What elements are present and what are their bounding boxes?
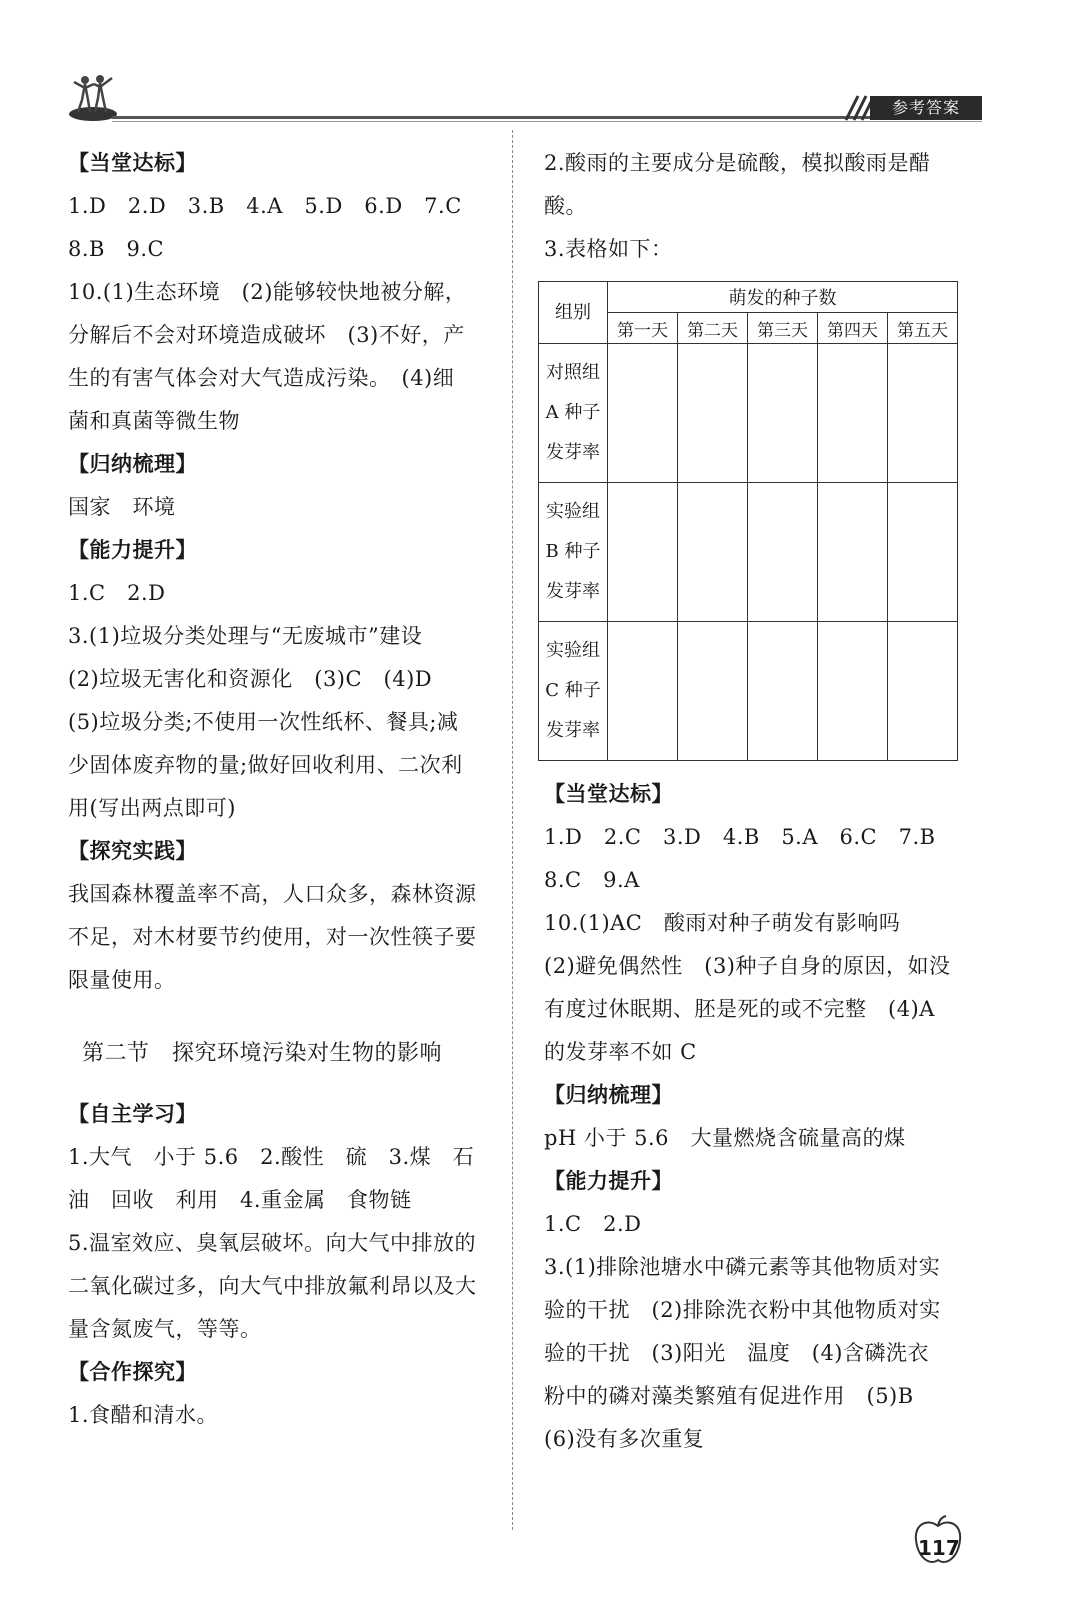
table-cell — [678, 344, 748, 483]
heading-in-class-test: 【当堂达标】 — [68, 151, 197, 175]
table-cell — [888, 483, 958, 622]
answer-line: 国家 环境 — [68, 495, 176, 519]
heading-cooperation: 【合作探究】 — [68, 1360, 197, 1384]
answer-line: 限量使用。 — [68, 968, 176, 992]
table-row — [539, 483, 958, 622]
table-cell — [818, 622, 888, 761]
heading-practice: 【探究实践】 — [68, 839, 197, 863]
answer-line: 1.C 2.D — [68, 581, 166, 605]
answer-line: 有度过休眠期、胚是死的或不完整 (4)A — [544, 997, 935, 1021]
answer-line: 验的干扰 (2)排除洗衣粉中其他物质对实 — [544, 1298, 941, 1322]
heading-summary: 【归纳梳理】 — [544, 1083, 673, 1107]
row-label: 实验组 C 种子 发芽率 — [539, 622, 608, 761]
answer-line: 1.D 2.D 3.B 4.A 5.D 6.D 7.C — [68, 194, 462, 218]
answer-line: 1.大气 小于 5.6 2.酸性 硫 3.煤 石 — [68, 1145, 475, 1169]
answer-line: 2.酸雨的主要成分是硫酸，模拟酸雨是醋 — [544, 151, 931, 175]
answer-line: 验的干扰 (3)阳光 温度 (4)含磷洗衣 — [544, 1341, 929, 1365]
answer-line: 1.食醋和清水。 — [68, 1403, 219, 1427]
table-header-day: 第三天 — [748, 313, 818, 344]
answer-line: 少固体废弃物的量;做好回收利用、二次利 — [68, 753, 463, 777]
answer-line: 3.(1)垃圾分类处理与“无废城市”建设 — [68, 624, 423, 648]
answer-line: 生的有害气体会对大气造成污染。 (4)细 — [68, 366, 455, 390]
answer-line: 我国森林覆盖率不高，人口众多，森林资源 — [68, 882, 477, 906]
table-cell — [888, 344, 958, 483]
page-header — [0, 0, 1086, 140]
table-cell — [748, 622, 818, 761]
answer-line: 用(写出两点即可) — [68, 796, 236, 820]
table-cell — [678, 622, 748, 761]
heading-ability: 【能力提升】 — [68, 538, 197, 562]
answer-line: 油 回收 利用 4.重金属 食物链 — [68, 1188, 412, 1212]
answer-line: 粉中的磷对藻类繁殖有促进作用 (5)B — [544, 1384, 914, 1408]
table-header-day: 第五天 — [888, 313, 958, 344]
right-column — [544, 142, 984, 1461]
answer-key-badge: 参考答案 — [870, 96, 982, 120]
answer-line: 菌和真菌等微生物 — [68, 409, 240, 433]
table-header-day: 第一天 — [608, 313, 678, 344]
table-cell — [608, 344, 678, 483]
left-column — [68, 142, 504, 1437]
answer-line: 8.C 9.A — [544, 868, 640, 892]
answer-line: 的发芽率不如 C — [544, 1040, 697, 1064]
table-cell — [608, 622, 678, 761]
answer-line: 酸。 — [544, 194, 587, 218]
heading-self-study: 【自主学习】 — [68, 1102, 197, 1126]
germination-table — [538, 281, 958, 761]
table-cell — [748, 344, 818, 483]
table-cell — [748, 483, 818, 622]
answer-line: 10.(1)AC 酸雨对种子萌发有影响吗 — [544, 911, 901, 935]
table-cell — [678, 483, 748, 622]
answer-line: 3.(1)排除池塘水中磷元素等其他物质对实 — [544, 1255, 941, 1279]
answer-line: 二氧化碳过多，向大气中排放氟利昂以及大 — [68, 1274, 477, 1298]
answer-line: 3.表格如下： — [544, 237, 673, 261]
answer-line: (6)没有多次重复 — [544, 1427, 705, 1451]
table-row — [539, 344, 958, 483]
column-divider — [512, 130, 513, 1530]
answer-line: 量含氮废气，等等。 — [68, 1317, 262, 1341]
dancers-logo-icon — [68, 70, 118, 122]
answer-line: (2)垃圾无害化和资源化 (3)C (4)D — [68, 667, 433, 691]
section-title: 第二节 探究环境污染对生物的影响 — [82, 1041, 443, 1066]
table-row — [539, 622, 958, 761]
answer-line: 不足，对木材要节约使用，对一次性筷子要 — [68, 925, 477, 949]
answer-line: 1.C 2.D — [544, 1212, 642, 1236]
table-cell — [888, 622, 958, 761]
heading-summary: 【归纳梳理】 — [68, 452, 197, 476]
table-header-seeds: 萌发的种子数 — [608, 282, 958, 313]
answer-line: (2)避免偶然性 (3)种子自身的原因，如没 — [544, 954, 951, 978]
table-header-day: 第四天 — [818, 313, 888, 344]
table-cell — [608, 483, 678, 622]
answer-line: (5)垃圾分类;不使用一次性纸杯、餐具;减 — [68, 710, 459, 734]
header-stripes-decoration — [836, 92, 872, 122]
answer-line: 分解后不会对环境造成破坏 (3)不好，产 — [68, 323, 465, 347]
answer-line: pH 小于 5.6 大量燃烧含硫量高的煤 — [544, 1126, 906, 1150]
heading-in-class-test: 【当堂达标】 — [544, 782, 673, 806]
table-cell — [818, 483, 888, 622]
row-label: 实验组 B 种子 发芽率 — [539, 483, 608, 622]
answer-line: 1.D 2.C 3.D 4.B 5.A 6.C 7.B — [544, 825, 936, 849]
table-header-group: 组别 — [539, 282, 608, 344]
table-header-day: 第二天 — [678, 313, 748, 344]
answer-line: 8.B 9.C — [68, 237, 165, 261]
row-label: 对照组 A 种子 发芽率 — [539, 344, 608, 483]
page-number: 117 — [918, 1536, 960, 1560]
answer-line: 5.温室效应、臭氧层破坏。向大气中排放的 — [68, 1231, 477, 1255]
table-cell — [818, 344, 888, 483]
answer-line: 10.(1)生态环境 (2)能够较快地被分解， — [68, 280, 467, 304]
heading-ability: 【能力提升】 — [544, 1169, 673, 1193]
